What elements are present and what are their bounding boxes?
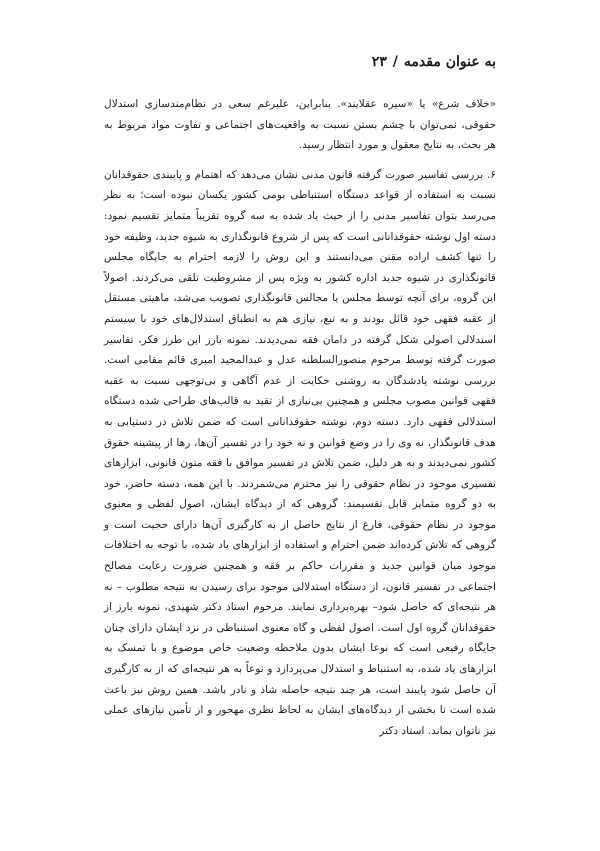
running-header	[104, 54, 496, 70]
header-separator: /	[392, 54, 398, 70]
chapter-title: به عنوان مقدمه	[403, 54, 496, 70]
paragraph-2: ۶. بررسی تفاسیر صورت گرفته قانون مدنی نشان می‌دهد که اهتمام و پایبندی حقوقدانان نسبت به استفاده از قواعد دستگاه استنباطی بومی کشور یکسان نبوده است؛ به نظر می‌رسد بتوان تفاسیر مدنی را از حیث یاد شده به سه گروه تقریباً متمایز تقسیم نمود: دسته اول نوشته حقوقدانانی است که پس از شروع قانونگذاری به شیوه جدید، وظیفه خود را تنها کشف اراده مقنن می‌دانستند و این روش را لازمه احترام به جایگاه مجلس قانونگذاری در شیوه جدید اداره کشور به ویژه پس از مشروطیت تلقی می‌کردند. اصولاً این گروه، برای آنچه توسط مجلس یا مجالس قانونگذاری تصویب می‌شد، ماهیتی مستقل از عقبه فقهی خود قائل بودند و به تبع، نیازی هم به انطباق استدلال‌های خود با سیستم استدلالی اصولی شکل گرفته در دامان فقه نمی‌دیدند. نمونه بارز این طرز فکر، تفاسیر صورت گرفته توسط مرحوم منصورالسلطنه عدل و عبدالمجید امیری قائم مقامی است. بررسی نوشته یادشدگان به روشنی حکایت از عدم آگاهی و بی‌توجهی نسبت به عقبه فقهی قوانین مصوب مجلس و همچنین بی‌نیازی از تقید به قالب‌های طراحی شده دستگاه استدلالی فقهی دارد. دسته دوم، نوشته حقوقدانانی است که ضمن تلاش در دستیابی به هدف قانونگذار، نه وی را در وضع قوانین و نه خود را در تفسیر آن‌ها، رها از پیشینه حقوق کشور نمی‌دیدند و به هر دلیل، ضمن تلاش در تفسیر موافق با فقه متون قانونی، ابزارهای تفسیری موجود در نظام حقوقی را نیز محترم می‌شمردند. با این همه، دسته حاضر، خود به دو گروه متمایز قابل تقسیمند: گروهی که از دیدگاه ایشان، اصول لفظی و معنوی موجود در نظام حقوقی، فارغ از نتایج حاصل از به کارگیری آن‌ها دارای حجیت است و گروهی که تلاش کرده‌اند ضمن احترام و استفاده از ابزارهای یاد شده، با توجه به اختلافات موجود میان قوانین جدید و مقررات حاکم بر فقه و همچنین ضرورت رعایت مصالح اجتماعی در تفسیر قانون، از دستگاه استدلالی موجود برای رسیدن به نتیجه مطلوب – نه هر نتیجه‌ای که حاصل شود– بهره‌برداری نمایند. مرحوم استاد دکتر شهیدی، نمونه بارز از حقوقدانان گروه اول است. اصول لفظی و گاه معنوی استنباطی در نزد ایشان دارای چنان جایگاه رفیعی است که نوعا ایشان بدون ملاحظه وضعیت خاص موضوع و با تمسک به ابزارهای یاد شده، به استنباط و استدلال می‌پردازد و نوعاً به هر نتیجه‌ای که از به کارگیری آن حاصل شود پایبند است، هر چند نتیجه حاصله شاذ و نادر باشد. همین روش نیز باعث شده است تا بخشی از دیدگاه‌های ایشان به لحاظ نظری مهجور و از تأمین نیازهای عملی نیز ناتوان بماند. استاد دکتر	[104, 168, 496, 737]
paragraph-1: «خلاف شرع» یا «سیره عقلایند». بنابراین، علیرغم سعی در نظام‌مندسازی استدلال حقوقی، نمی‌توان با چشم بستن نسبت به واقعیت‌های اجتماعی و تفاوت مواد مربوط به هر بحث، به نتایج معقول و مورد انتظار رسید.	[104, 98, 496, 152]
page-number: ۲۳	[371, 54, 387, 70]
body-text	[104, 94, 496, 741]
